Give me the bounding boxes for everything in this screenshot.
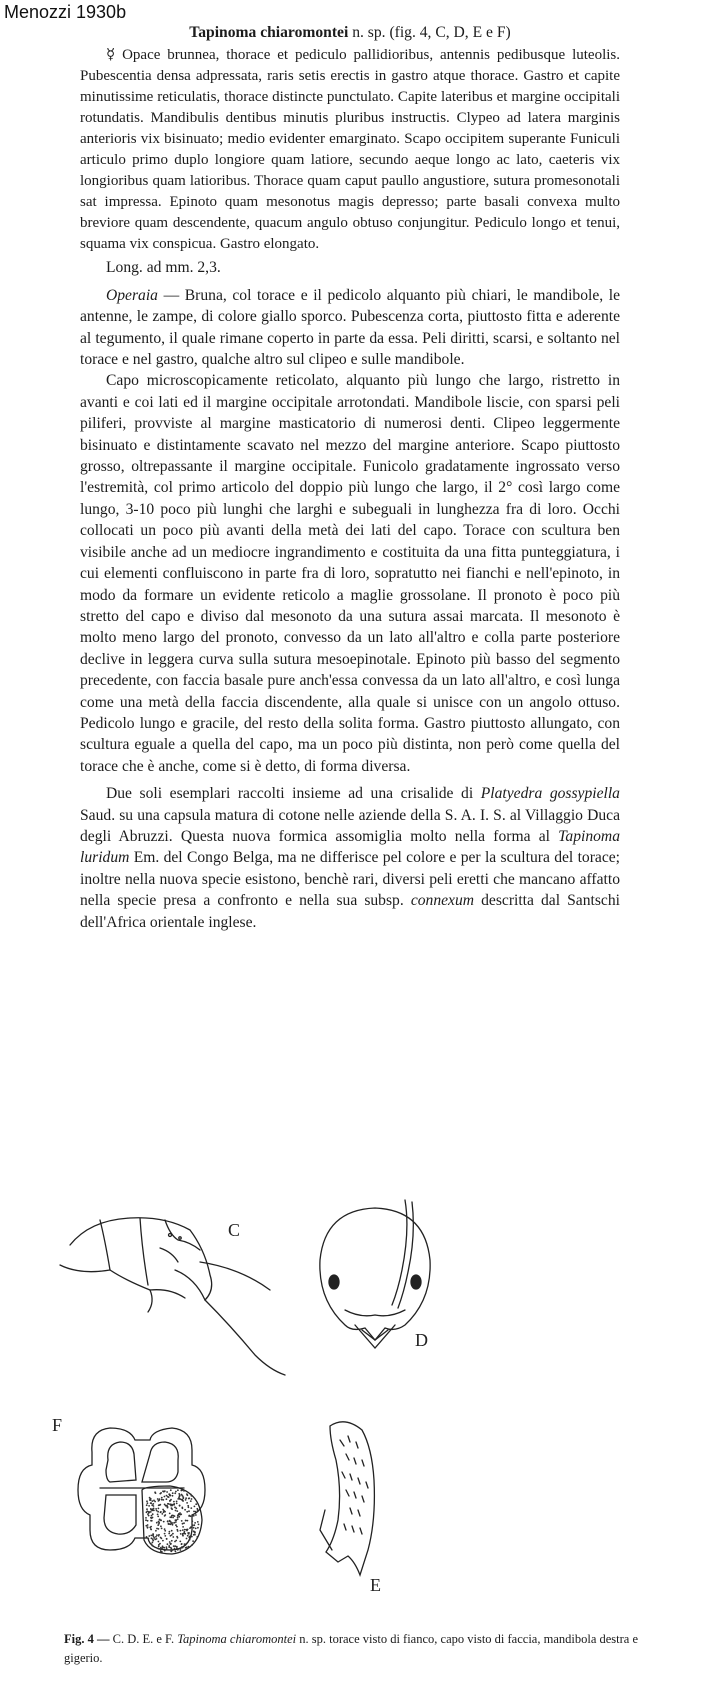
species-title-rest: n. sp. (fig. 4, C, D, E e F) bbox=[352, 24, 511, 41]
gizzard-stipple bbox=[145, 1489, 199, 1553]
length-line: Long. ad mm. 2,3. bbox=[106, 259, 221, 277]
caption-lead: Fig. 4 — bbox=[64, 1632, 110, 1646]
mandible-drawing bbox=[320, 1422, 374, 1575]
thorax-side-drawing bbox=[60, 1218, 285, 1375]
esemplari-italic-3: connexum bbox=[410, 892, 475, 910]
figure-label-d: D bbox=[415, 1330, 428, 1350]
figure-caption bbox=[64, 1630, 664, 1668]
species-title bbox=[80, 22, 620, 43]
caption-italic: Tapinoma chiaromontei bbox=[177, 1632, 297, 1646]
head-front-drawing bbox=[320, 1200, 430, 1348]
operaia-paragraph bbox=[80, 285, 620, 371]
figure-4 bbox=[0, 1190, 711, 1650]
esemplari-italic-2: Tapinoma luridum bbox=[80, 827, 620, 867]
esemplari-text-2: Saud. su una capsula matura di cotone nelle aziende della S. A. I. S. al Villaggio Duca degli Abruzzi. Questa nuova formica assomiglia molto nella forma al bbox=[80, 806, 620, 845]
operaia-text: — Bruna, col torace e il pedicolo alquanto più chiari, le mandibole, le antenne, le zampe, di colore giallo sporco. Pubescenza corta, piuttosto fitta e aderente al tegumento, il quale rimane coperto in parte da essa. Peli diritti, scarsi, e soltanto nel torace e nel gastro, qualche altro sul clipeo e sulle mandibole. bbox=[80, 286, 620, 369]
esemplari-italic-1: Platyedra gossypiella bbox=[480, 785, 620, 803]
figure-label-f: F bbox=[52, 1415, 63, 1435]
eye-right bbox=[411, 1275, 421, 1289]
page-body bbox=[80, 22, 620, 933]
header-tag: Menozzi 1930b bbox=[4, 2, 127, 22]
figure-label-e: E bbox=[370, 1575, 381, 1595]
capo-paragraph: Capo microscopicamente reticolato, alquanto più lungo che largo, ristretto in avanti e coi lati ed il margine occipitale arrotondati. Mandibole liscie, con sparsi peli piliferi, provviste al margine masticatorio di numerosi denti. Clipeo leggermente bisinuato e distintamente scavato nel mezzo del margine anteriore. Scapo piuttosto grosso, oltrepassante il margine occipitale. Funicolo gradatamente ingrossato verso l'estremità, col primo articolo del doppio più lungo che largo, il 2° così largo come lungo, 3-10 poco più lunghi che larghi e subeguali in lunghezza fra di loro. Occhi collocati un poco più avanti della metà dei lati del capo. Torace con scultura ben visibile anche ad un mediocre ingrandimento e costituita da una fitta punteggiatura, i cui elementi confluiscono in parte fra di loro, sopratutto nei fianchi e nell'epinoto, in modo da formare un evidente reticolo a maglie grossolane. Il pronoto è poco più stretto del capo e diviso dal mesonoto da una sutura assai marcata. Il mesonoto è molto meno largo del pronoto, convesso da un lato all'altro e colla parte posteriore declive in leggera curva sulla sutura mesoepinotale. Epinoto più basso del segmento precedente, con faccia basale pure anch'essa convessa da un lato all'altro, e così lunga come una metà della faccia discendente, alla quale si unisce con un angolo ottuso. Pedicolo lungo e gracile, del resto della solita forma. Gastro piuttosto allungato, con scultura eguale a quella del capo, ma un poco più distinta, non però come quella del torace che è anche, come si è detto, di forma diversa. bbox=[80, 372, 620, 775]
latin-description: ☿ Opace brunnea, thorace et pediculo pallidioribus, antennis pedibusque luteolis. Pubescentia densa adpressata, raris setis erectis in gastro atque thorace. Gastro et capite minutissime reticulatis, thorace distincte punctulato. Capite lateribus et margine occipitali rotundatis. Mandibulis dentibus minutis pluribus instructis. Clypeo ad latera marginis anterioris vix bisinuato; medio evidenter emarginato. Scapo occipitem superante Funiculi articulo primo duplo longiore quam latiore, secundo aeque longo ac lato, caeteris vix longioribus quam latioribus. Thorace quam caput paullo angustiore, sutura promesonotali sat impressa. Epinoto quam mesonotus magis depresso; parte basali convexa multo breviore quam descendente, quacum angulo obtuso conjungitur. Pediculo longo et tenui, squama vix conspicua. Gastro elongato. bbox=[80, 47, 620, 253]
gizzard-drawing bbox=[78, 1428, 205, 1554]
caption-text-2: n. sp. torace visto di fianco, capo visto di faccia, mandibola destra e gigerio. bbox=[64, 1632, 639, 1665]
operaia-label: Operaia bbox=[106, 286, 158, 304]
eye-left bbox=[329, 1275, 339, 1289]
caption-text-1: C. D. E. e F. bbox=[109, 1632, 178, 1646]
esemplari-text-4: descritta dal Santschi dell'Africa orientale inglese. bbox=[80, 892, 620, 931]
figure-drawings bbox=[0, 1190, 711, 1650]
species-name: Tapinoma chiaromontei bbox=[189, 24, 349, 41]
esemplari-paragraph bbox=[80, 783, 620, 933]
esemplari-text-1: Due soli esemplari raccolti insieme ad una crisalide di bbox=[106, 785, 481, 803]
esemplari-text-3: Em. del Congo Belga, ma ne differisce pel colore e per la scultura del torace; inoltre nella nuova specie esistono, benchè rari, diversi peli eretti che mancano affatto nella specie presa a confronto e nella sua subsp. bbox=[80, 849, 620, 910]
figure-label-c: C bbox=[228, 1220, 241, 1240]
